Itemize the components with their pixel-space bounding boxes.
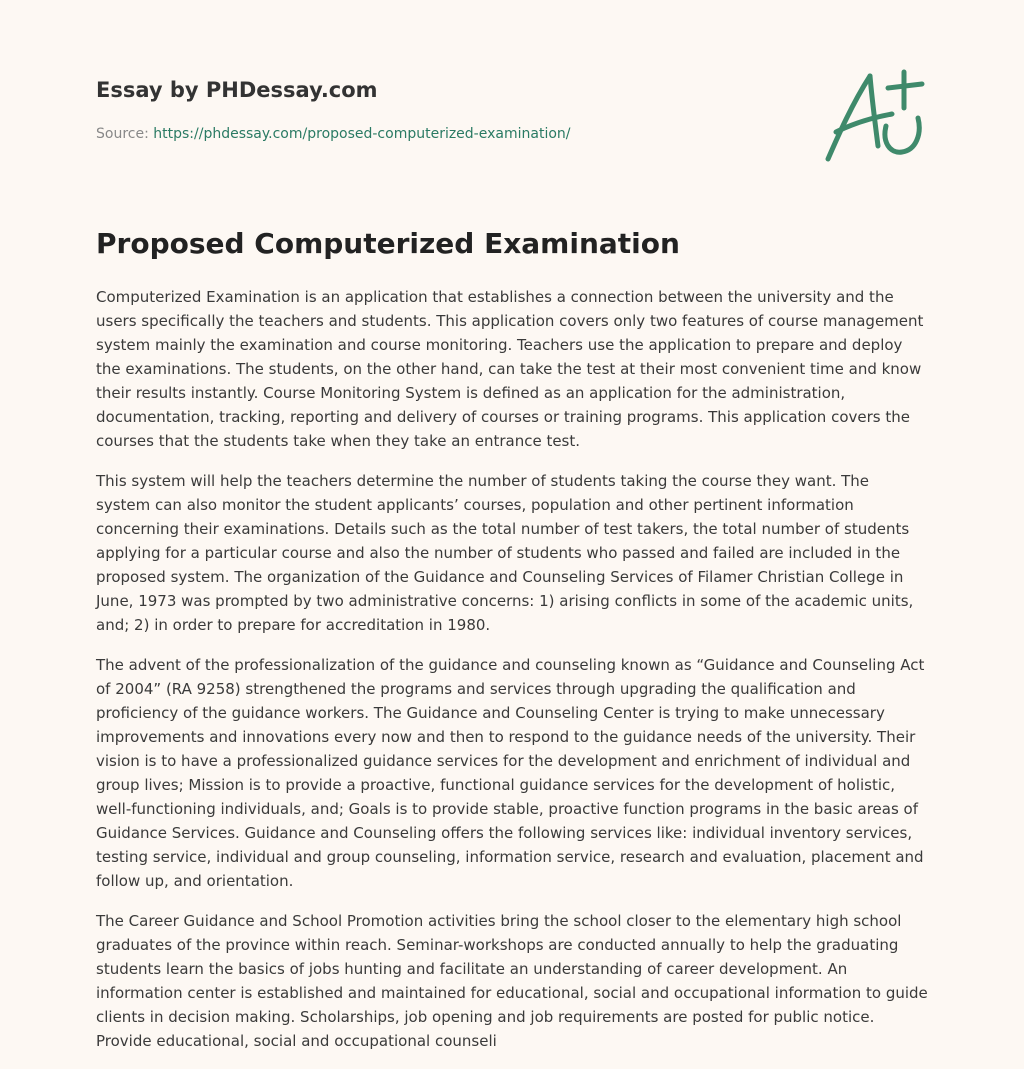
essay-title: Proposed Computerized Examination	[96, 227, 680, 260]
a-plus-grade-icon	[822, 66, 928, 166]
essay-paragraph: The advent of the professionalization of the guidance and counseling known as “Guidance and Counseling Act of 2004” (RA 9258) strengthened the programs and services through upgrading the qualification and proficiency of the guidance workers. The Guidance and Counseling Center is trying to make unnecessary improvements and innovations every now and then to respond to the guidance needs of the university. Their vision is to have a professionalized guidance services for the development and enrichment of individual and group lives; Mission is to provide a proactive, functional guidance services for the development of holistic, well-functioning individuals, and; Goals is to provide stable, proactive function programs in the basic areas of Guidance Services. Guidance and Counseling offers the following services like: individual inventory services, testing service, individual and group counseling, information service, research and evaluation, placement and follow up, and orientation.	[96, 656, 925, 890]
essay-paragraph: The Career Guidance and School Promotion activities bring the school closer to the elementary high school graduates of the province within reach. Seminar-workshops are conducted annually to help the graduating students learn the basics of jobs hunting and facilitate an understanding of career development. An information center is established and maintained for educational, social and occupational information to guide clients in decision making. Scholarships, job opening and job requirements are posted for public notice. Provide educational, social and occupational counseli	[96, 912, 928, 1050]
page-header	[96, 76, 796, 144]
essay-body	[96, 285, 928, 1069]
essay-paragraph: This system will help the teachers determine the number of students taking the course they want. The system can also monitor the student applicants’ courses, population and other pertinent information concerning their examinations. Details such as the total number of test takers, the total number of students applying for a particular course and also the number of students who passed and failed are included in the proposed system. The organization of the Guidance and Counseling Services of Filamer Christian College in June, 1973 was prompted by two administrative concerns: 1) arising conflicts in some of the academic units, and; 2) in order to prepare for accreditation in 1980.	[96, 472, 914, 634]
source-label: Source:	[96, 126, 149, 142]
site-brand: Essay by PHDessay.com	[96, 78, 378, 102]
source-link[interactable]: https://phdessay.com/proposed-computerized-examination/	[153, 126, 571, 142]
source-line	[96, 124, 796, 144]
essay-paragraph: Computerized Examination is an application that establishes a connection between the university and the users specifically the teachers and students. This application covers only two features of course management system mainly the examination and course monitoring. Teachers use the application to prepare and deploy the examinations. The students, on the other hand, can take the test at their most convenient time and know their results instantly. Course Monitoring System is defined as an application for the administration, documentation, tracking, reporting and delivery of courses or training programs. This application covers the courses that the students take when they take an entrance test.	[96, 288, 924, 450]
